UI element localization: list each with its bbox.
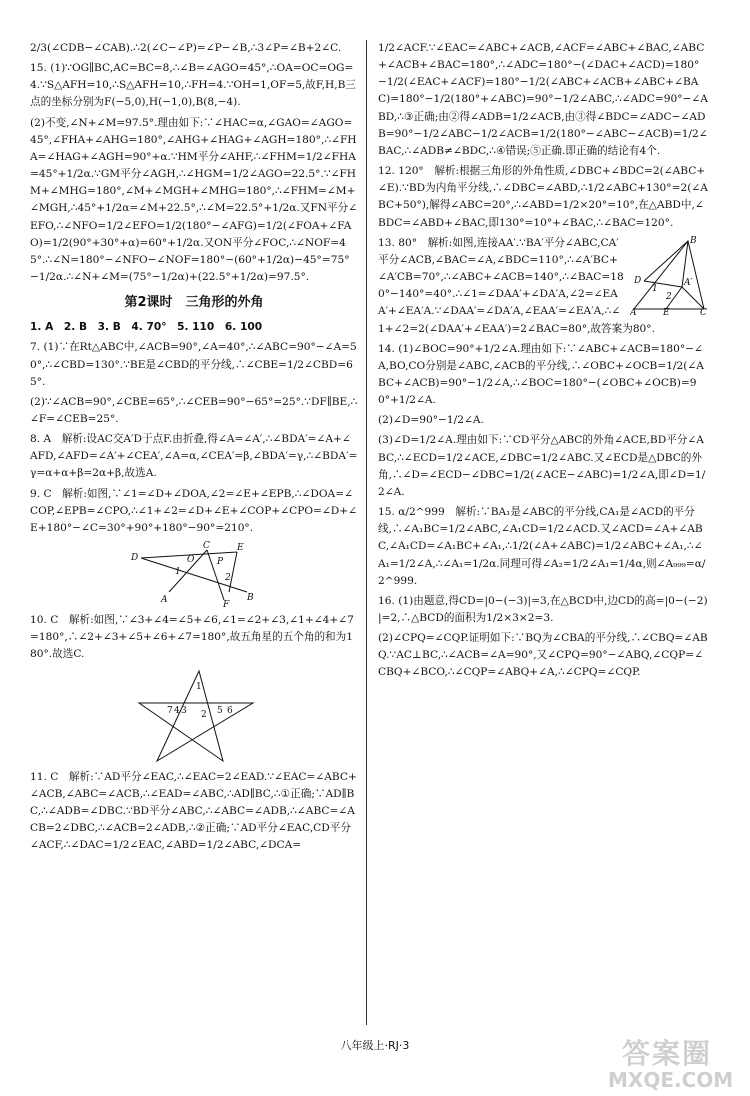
figure-9 xyxy=(129,540,259,608)
fig10-label: 3 xyxy=(181,705,187,716)
fig9-label: 1 xyxy=(175,567,181,578)
fig9-label: E xyxy=(237,543,244,554)
answer-11-cont: 1/2∠ACF.∵∠EAC=∠ABC+∠ACB,∠ACF=∠ABC+∠BAC,∠ABC+∠ACB+∠BAC=180°,∴∠ADC=180°−(∠DAC+∠ACD)=180°−1/2(∠EAC+∠ACF)=180°−1/2(∠ABC+∠ACB+∠ABC+∠BAC)=180°−1/2(180°+∠ABC)=90°−1/2∠ABC,∴∠ADC=90°−∠ABD,∴③正确;由②得∠ADB=1/2∠ACB,由③得∠BDC=∠ADC−∠ADB=90°−1/2∠ABC−1/2∠ACB=1/2(180°−∠ABC−∠ACB)=1/2∠BAC,∴∠ADB≠∠BDC,∴④错误;⑤正确.即正确的结论有4个. xyxy=(378,42,708,157)
answer-14-part3: (3)∠D=1/2∠A.理由如下:∵CD平分△ABC的外角∠ACE,BD平分∠ABC,∴∠ECD=1/2∠ACE,∠DBC=1/2∠ABC.又∠ECD是△DBC的外角,∴∠D=∠ECD−∠DBC=1/2(∠ACE−∠ABC)=1/2∠A,即∠D=1/2∠A. xyxy=(378,434,706,498)
fig13-label: 1 xyxy=(652,283,658,294)
fig9-line xyxy=(229,552,237,592)
fig10-label: 2 xyxy=(201,709,207,720)
fig9-label: A xyxy=(161,595,168,606)
fig13-line xyxy=(644,241,688,281)
figure-13 xyxy=(630,235,708,315)
fig13-label: A xyxy=(630,307,637,315)
answer-14-part1: 14. (1)∠BOC=90°+1/2∠A.理由如下:∵∠ABC+∠ACB=180°−∠A,BO,CO分别是∠ABC,∠ACB的平分线,∴∠OBC+∠OCB=1/2(∠ABC+∠ACB)=90°−1/2∠A,∴∠BOC=180°−(∠OBC+∠OCB)=90°+1/2∠A. xyxy=(378,342,704,407)
fig10-label: 1 xyxy=(196,681,202,692)
answer-block: 2/3(∠CDB−∠CAB).∴2(∠C−∠P)=∠P−∠B,∴3∠P=∠B+2∠C. xyxy=(30,42,342,54)
answer-15-part1: 15. (1)∵OG∥BC,AC=BC=8,∴∠B=∠AGO=45°,∴OA=OC=OG=4.∵S△AFH=10,∴S△AFH=10,∴FH=4.∵OH=1,OF=5,故F,H,B三点的坐标分别为F(−5,0),H(−1,0),B(8,−4). xyxy=(30,62,356,109)
watermark-top: 答案圈 xyxy=(622,1037,713,1070)
fig13-line xyxy=(682,287,704,309)
answer-9: 9. C 解析:如图,∵∠1=∠D+∠DOA,∠2=∠E+∠EPB,∴∠DOA=∠COP,∠EPB=∠CPO,∴∠1+∠2=∠D+∠E+∠COP+∠CPO=∠D+∠E+180°−∠C=30°+90°+180°−90°=210°. xyxy=(30,487,358,534)
fig10-label: 4 xyxy=(174,705,180,716)
fig9-label: 2 xyxy=(225,573,231,584)
watermark xyxy=(600,1030,750,1096)
fig9-label: P xyxy=(217,557,224,568)
answer-7-part1: 7. (1)∵在Rt△ABC中,∠ACB=90°,∠A=40°,∴∠ABC=90°−∠A=50°,∴∠CBD=130°.∵BE是∠CBD的平分线,∴∠CBE=1/2∠CBD=65°. xyxy=(30,341,357,388)
fig10-label: 7 xyxy=(167,705,173,716)
answer-16-part2: (2)∠CPQ=∠CQP.证明如下:∵BQ为∠CBA的平分线,∴∠CBQ=∠ABQ.∵AC⊥BC,∴∠ACB=∠A=90°,又∠CPQ=90°−∠ABQ,∠CQP=∠CBQ+∠BCO,∴∠CQP=∠ABQ+∠A,∴∠CPQ=∠CQP. xyxy=(378,632,708,679)
fig9-label: F xyxy=(223,600,230,609)
section-heading: 第2课时 三角形的外角 xyxy=(124,295,264,311)
left-column xyxy=(30,40,358,857)
fig9-label: B xyxy=(247,593,254,604)
fig13-label: D xyxy=(634,275,642,286)
fig9-label: O xyxy=(187,555,195,566)
fig10-label: 6 xyxy=(227,705,233,716)
answer-8: 8. A 解析:设AC交A′D于点F.由折叠,得∠A=∠A′,∴∠BDA′=∠A+∠AFD,∠AFD=∠A′+∠CEA′,∠A=α,∠CEA′=β,∠BDA′=γ,∴∠BDA′=γ=α+α+β=2α+β,故选A. xyxy=(30,433,358,480)
fig9-label: D xyxy=(131,553,139,564)
fig13-label: 2 xyxy=(666,291,672,302)
answer-7-part2: (2)∵∠ACB=90°,∠CBE=65°,∴∠CEB=90°−65°=25°.∵DF∥BE,∴∠F=∠CEB=25°. xyxy=(30,395,358,426)
right-column xyxy=(378,40,708,685)
figure-10-star xyxy=(129,667,259,765)
fig13-line xyxy=(644,281,682,287)
fig13-label: B xyxy=(690,235,697,246)
fig13-label: A′ xyxy=(684,277,693,288)
fig13-label: C xyxy=(700,307,707,315)
column-separator xyxy=(366,40,367,1025)
fig10-label: 5 xyxy=(217,705,223,716)
answer-11: 11. C 解析:∵AD平分∠EAC,∴∠EAC=2∠EAD.∵∠EAC=∠ABC+∠ACB,∠ABC=∠ACB,∴∠EAD=∠ABC,∴AD∥BC,∴①正确;∵AD∥BC,∴∠ADB=∠DBC.∵BD平分∠ABC,∴∠ABC=∠ADB,∴∠ABC=∠ACB=2∠DBC,∴∠ACB=2∠ADB,∴②正确;∵AD平分∠EAC,CD平分∠ACF,∴∠DAC=1/2∠EAC,∠ABD=1/2∠ABC,∠DCA= xyxy=(30,770,357,852)
fig9-label: C xyxy=(203,541,210,552)
answer-15: 15. α/2^999 解析:∵BA₁是∠ABC的平分线,CA₁是∠ACD的平分线,∴∠A₁BC=1/2∠ABC,∠A₁CD=1/2∠ACD.又∠ACD=∠A+∠ABC,∠A₁CD=∠A₁BC+∠A₁,∴1/2(∠A+∠ABC)=1/2∠ABC+∠A₁,∴∠A₁=1/2∠A,∴∠A₁=1/2α.同理可得∠A₂=1/2∠A₁=1/4α,则∠A₉₉₉=α/2^999. xyxy=(378,506,706,587)
fig13-label: E xyxy=(663,307,670,315)
answer-13: 13. 80° 解析:如图,连接AA′.∵BA′平分∠ABC,CA′平分∠ACB,∠BAC=∠A,∠BDC=110°,∴∠A′BC+∠A′CB=70°,∴∠ABC+∠ACB=140°,∴∠BAC=180°−140°=40°.∴∠1=∠DAA′+∠DA′A,∠2=∠EAA′+∠EA′A.∵∠DAA′=∠DA′A,∠EAA′=∠EA′A,∴∠1+∠2=2(∠DAA′+∠EAA′)=2∠BAC=80°,故答案为80°. xyxy=(378,236,655,335)
watermark-bottom: MXQE.COM xyxy=(608,1068,734,1092)
answer-15-part2: (2)不变,∠N+∠M=97.5°.理由如下:∵∠HAC=α,∠GAO=∠AGO=45°,∠FHA+∠AHG=180°,∠AHG+∠HAG+∠AGH=180°,∴∠FHA=∠HAG+∠AGH=90°+α.∵HM平分∠AHF,∴∠FHM=1/2∠FHA=45°+1/2α.∵GM平分∠AGH,∴∠HGM=1/2∠AGO=22.5°.∵∠FHM+∠MHG=180°,∠M+∠MGH+∠MHG=180°,∴∠FHM=∠M+∠MGH,∴45°+1/2α=∠M+22.5°,∴∠M=22.5°+1/2α.又FN平分∠EFO,∴∠NFO=1/2∠EFO=1/2(180°−∠AFG)=1/2(∠FOA+∠FAO)=1/2(90°+30°+α)=60°+1/2α.又ON平分∠FOC,∴∠NOF=45°.∴∠N=180°−∠NFO−∠NOF=180°−(60°+1/2α)−45°=75°−1/2α.∴∠N+∠M=(75°−1/2α)+(22.5°+1/2α)=97.5°. xyxy=(30,116,358,284)
answers-1-6: 1. A 2. B 3. B 4. 70° 5. 110 6. 100 xyxy=(30,321,263,334)
answer-12: 12. 120° 解析:根据三角形的外角性质,∠DBC+∠BDC=2(∠ABC+∠E).∵BD为内角平分线,∴∠DBC=∠ABD,∴1/2∠ABC+130°=2(∠ABC+50°),解得∠ABC=20°,∴∠ABD=1/2×20°=10°,在△ABD中,∠BDC=∠ABD+∠BAC,即130°=10°+∠BAC,∴∠BAC=120°. xyxy=(378,165,708,229)
answer-14-part2: (2)∠D=90°−1/2∠A. xyxy=(378,414,484,427)
page-footer: 八年级上·RJ·3 xyxy=(340,1039,410,1052)
answer-16-part1: 16. (1)由题意,得CD=|0−(−3)|=3,在△BCD中,边CD的高=|0−(−2)|=2,∴△BCD的面积为1/2×3×2=3. xyxy=(378,594,708,624)
answer-10: 10. C 解析:如图,∵∠3+∠4=∠5+∠6,∠1=∠2+∠3,∠1+∠4+∠7=180°,∴∠2+∠3+∠5+∠6+∠7=180°,故五角星的五个角的和为180°.故选C. xyxy=(30,614,354,661)
